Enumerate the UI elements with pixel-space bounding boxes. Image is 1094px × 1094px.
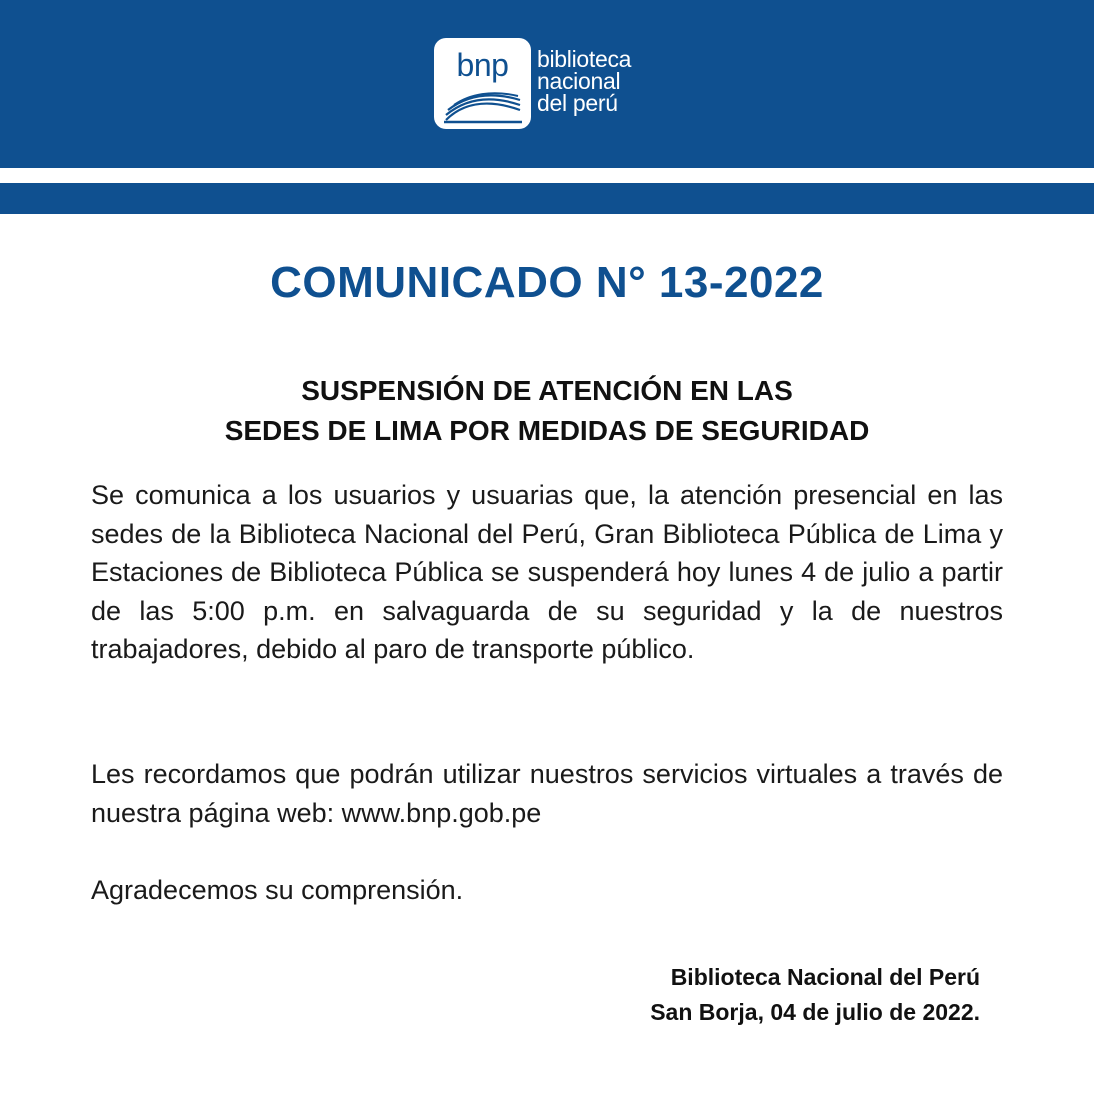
paragraph-virtual-services: Les recordamos que podrán utilizar nuestros servicios virtuales a través de nuestra página web: www.bnp.gob.pe	[91, 759, 1003, 828]
logo-word-2: nacional	[537, 68, 621, 94]
signature-place-date: San Borja, 04 de julio de 2022.	[650, 999, 980, 1025]
announcement-subtitle	[0, 371, 1094, 451]
logo-box	[434, 38, 531, 129]
subtitle-line-1: SUSPENSIÓN DE ATENCIÓN EN LAS	[301, 375, 793, 406]
logo-box-text: bnp	[456, 47, 509, 83]
header-stripe	[0, 183, 1094, 214]
bnp-logo	[434, 38, 631, 129]
logo-word-3: del perú	[537, 90, 618, 116]
logo-wordmark	[537, 48, 631, 114]
logo-word-1: biblioteca	[537, 46, 632, 72]
header-band	[0, 0, 1094, 168]
signature-institution: Biblioteca Nacional del Perú	[670, 964, 980, 990]
book-pages-icon	[442, 90, 524, 124]
signature-block	[650, 960, 980, 1030]
subtitle-line-2: SEDES DE LIMA POR MEDIDAS DE SEGURIDAD	[224, 415, 870, 446]
paragraph-thanks: Agradecemos su comprensión.	[91, 875, 464, 905]
announcement-title: COMUNICADO N° 13-2022	[270, 258, 824, 307]
paragraph-notice: Se comunica a los usuarios y usuarias que, la atención presencial en las sedes de la Biblioteca Nacional del Perú, Gran Biblioteca Pública de Lima y Estaciones de Biblioteca Pública se suspenderá hoy lunes 4 de julio a partir de las 5:00 p.m. en salvaguarda de su seguridad y la de nuestros trabajadores, debido al paro de transporte público.	[91, 480, 1003, 664]
